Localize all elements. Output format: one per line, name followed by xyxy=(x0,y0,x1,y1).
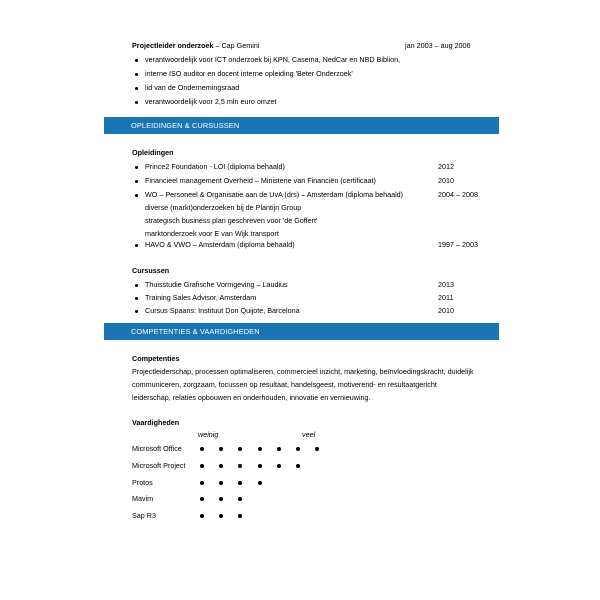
skill-rating-dot xyxy=(238,497,242,501)
skill-rating-dot xyxy=(238,514,242,518)
bullet xyxy=(135,101,138,104)
job-period: jan 2003 – aug 2006 xyxy=(405,41,471,50)
skill-rating-dot xyxy=(219,464,223,468)
skills-heading: Vaardigheden xyxy=(132,418,180,427)
bullet xyxy=(135,194,138,197)
section-header-competences xyxy=(104,323,499,340)
skill-name: Sap R3 xyxy=(132,511,156,520)
skill-rating-dot xyxy=(258,447,262,451)
education-item-year: 2004 – 2008 xyxy=(438,190,478,199)
skill-rating-dot xyxy=(238,481,242,485)
skill-rating-dot xyxy=(219,514,223,518)
skills-scale-low: weinig xyxy=(198,430,219,439)
section-header-label: OPLEIDINGEN & CURSUSSEN xyxy=(131,121,240,130)
skill-name: Microsoft Office xyxy=(132,444,182,453)
skill-rating-dot xyxy=(200,481,204,485)
competences-heading: Competenties xyxy=(132,354,180,363)
skill-rating-dot xyxy=(277,447,281,451)
job-company: – Cap Gemini xyxy=(213,41,260,50)
education-subline: strategisch business plan geschreven voor 'de Goffert' xyxy=(145,216,318,225)
course-item-year: 2011 xyxy=(438,293,454,302)
competences-line: communiceren, zorgzaam, focussen op resultaat, handelsgeest, motiverend- en resultaatgericht xyxy=(132,380,437,389)
bullet xyxy=(135,166,138,169)
job-bullet-text: lid van de Ondernemingsraad xyxy=(145,83,240,92)
job-title: Projectleider onderzoek xyxy=(132,41,214,50)
skill-rating-dot xyxy=(258,464,262,468)
skill-rating-dot xyxy=(200,447,204,451)
education-subline: marktonderzoek voor E van Wijk transport xyxy=(145,229,279,238)
skill-name: Protos xyxy=(132,478,153,487)
job-bullet-text: verantwoordelijk voor ICT onderzoek bij KPN, Casema, NedCar en NBD Biblion, xyxy=(145,55,401,64)
skill-rating-dot xyxy=(296,447,300,451)
bullet xyxy=(135,297,138,300)
course-item-text: Training Sales Advisor, Amsterdam xyxy=(145,293,257,302)
job-bullet-text: interne ISO auditor en docent interne opleiding 'Beter Onderzoek' xyxy=(145,69,353,78)
bullet xyxy=(135,310,138,313)
skill-rating-dot xyxy=(277,464,281,468)
bullet xyxy=(135,87,138,90)
skill-rating-dot xyxy=(238,447,242,451)
bullet xyxy=(135,180,138,183)
skill-rating-dot xyxy=(219,481,223,485)
course-item-text: Cursus Spaans: Instituut Don Quijote, Barcelona xyxy=(145,306,300,315)
skill-rating-dot xyxy=(296,464,300,468)
education-item-text: Prince2 Foundation - LOI (diploma behaald) xyxy=(145,162,285,171)
section-header-education xyxy=(104,117,499,134)
education-subline: diverse (markt)onderzoeken bij de Plantijn Group xyxy=(145,203,302,212)
job-heading xyxy=(132,41,259,50)
course-item-text: Thuisstudie Grafische Vormgeving – Laudius xyxy=(145,280,288,289)
skill-rating-dot xyxy=(258,481,262,485)
skill-rating-dot xyxy=(200,497,204,501)
bullet xyxy=(135,284,138,287)
skill-name: Mavim xyxy=(132,494,154,503)
skill-rating-dot xyxy=(219,497,223,501)
skill-rating-dot xyxy=(219,447,223,451)
competences-line: leiderschap, relaties opbouwen en onderhouden, innovatie en vernieuwing. xyxy=(132,393,371,402)
education-item-text: Financieel management Overheid – Ministerie van Financiën (certificaat) xyxy=(145,176,376,185)
course-item-year: 2010 xyxy=(438,306,454,315)
skill-name: Microsoft Project xyxy=(132,461,186,470)
skill-rating-dot xyxy=(200,514,204,518)
courses-heading: Cursussen xyxy=(132,266,170,275)
skills-scale-high: veel xyxy=(302,430,316,439)
skill-rating-dot xyxy=(200,464,204,468)
education-item-year: 1997 – 2003 xyxy=(438,240,478,249)
education-item-year: 2010 xyxy=(438,176,454,185)
bullet xyxy=(135,73,138,76)
bullet xyxy=(135,59,138,62)
skill-rating-dot xyxy=(238,464,242,468)
bullet xyxy=(135,244,138,247)
education-item-year: 2012 xyxy=(438,162,454,171)
section-header-label: COMPETENTIES & VAARDIGHEDEN xyxy=(131,327,260,336)
education-item-text: WO – Personeel & Organisatie aan de UvA (drs) – Amsterdam (diploma behaald) xyxy=(145,190,404,199)
competences-line: Projectleiderschap, processen optimaliseren, commercieel inzicht, marketing, beïnvloedingskracht, duidelijk xyxy=(132,367,474,376)
skill-rating-dot xyxy=(315,447,319,451)
education-item-text: HAVO & VWO – Amsterdam (diploma behaald) xyxy=(145,240,295,249)
education-heading: Opleidingen xyxy=(132,148,174,157)
course-item-year: 2013 xyxy=(438,280,454,289)
job-bullet-text: verantwoordelijk voor 2,5 mln euro omzet xyxy=(145,97,277,106)
